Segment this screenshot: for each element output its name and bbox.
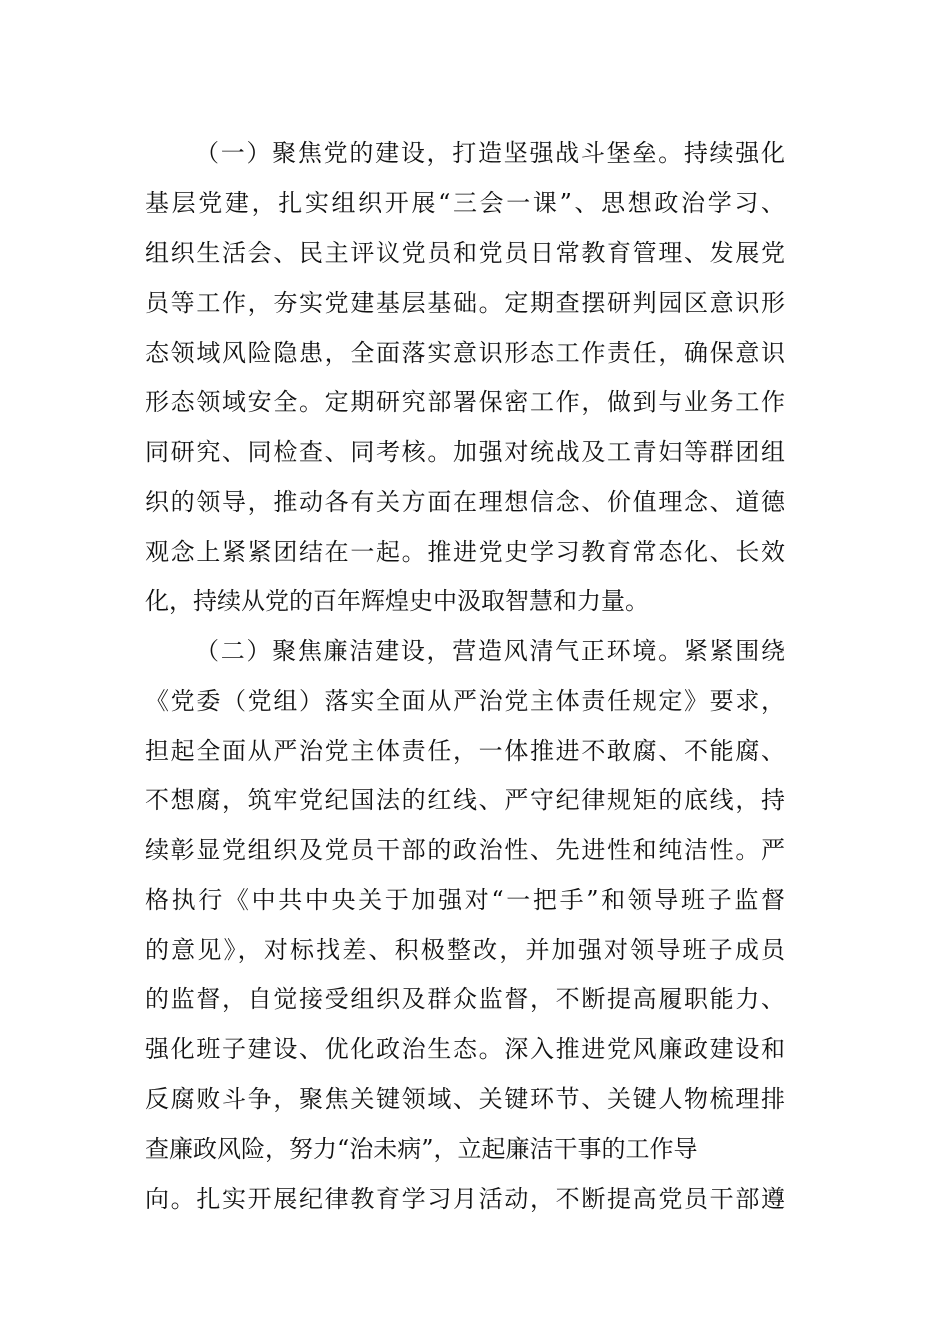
paragraph-1-line-4: 员等工作，夯实党建基层基础。定期查摆研判园区意识形 [145,289,785,317]
paragraph-1-line-7: 同研究、同检查、同考核。加强对统战及工青妇等群团组 [145,438,785,466]
paragraph-2-line-11: 查廉政风险，努力“治未病”，立起廉洁干事的工作导 [145,1135,698,1163]
paragraph-1-line-2: 基层党建，扎实组织开展“三会一课”、思想政治学习、 [145,189,785,217]
paragraph-2-line-7: 的意见》，对标找差、积极整改，并加强对领导班子成员 [145,936,785,964]
paragraph-2-line-2: 《党委（党组）落实全面从严治党主体责任规定》要求， [145,687,785,715]
paragraph-1-line-9: 观念上紧紧团结在一起。推进党史学习教育常态化、长效 [145,538,785,566]
paragraph-2-line-5: 续彰显党组织及党员干部的政治性、先进性和纯洁性。严 [145,836,785,864]
paragraph-2-line-4: 不想腐，筑牢党纪国法的红线、严守纪律规矩的底线，持 [145,786,785,814]
paragraph-2-line-1: （二）聚焦廉洁建设，营造风清气正环境。紧紧围绕 [195,637,785,665]
paragraph-2-line-3: 担起全面从严治党主体责任，一体推进不敢腐、不能腐、 [145,737,785,765]
paragraph-1-line-3: 组织生活会、民主评议党员和党员日常教育管理、发展党 [145,239,785,267]
paragraph-2-line-10: 反腐败斗争，聚焦关键领域、关键环节、关键人物梳理排 [145,1085,785,1113]
paragraph-1-line-1: （一）聚焦党的建设，打造坚强战斗堡垒。持续强化 [195,139,785,167]
paragraph-1-line-6: 形态领域安全。定期研究部署保密工作，做到与业务工作 [145,388,785,416]
paragraph-2-line-6: 格执行《中共中央关于加强对“一把手”和领导班子监督 [145,886,785,914]
paragraph-1-line-5: 态领域风险隐患，全面落实意识形态工作责任，确保意识 [145,339,785,367]
paragraph-2-line-9: 强化班子建设、优化政治生态。深入推进党风廉政建设和 [145,1035,785,1063]
paragraph-1-line-8: 织的领导，推动各有关方面在理想信念、价值理念、道德 [145,488,785,516]
paragraph-2-line-12: 向。扎实开展纪律教育学习月活动，不断提高党员干部遵 [145,1185,785,1213]
paragraph-2-line-8: 的监督，自觉接受组织及群众监督，不断提高履职能力、 [145,985,785,1013]
paragraph-1-line-10: 化，持续从党的百年辉煌史中汲取智慧和力量。 [145,587,649,615]
